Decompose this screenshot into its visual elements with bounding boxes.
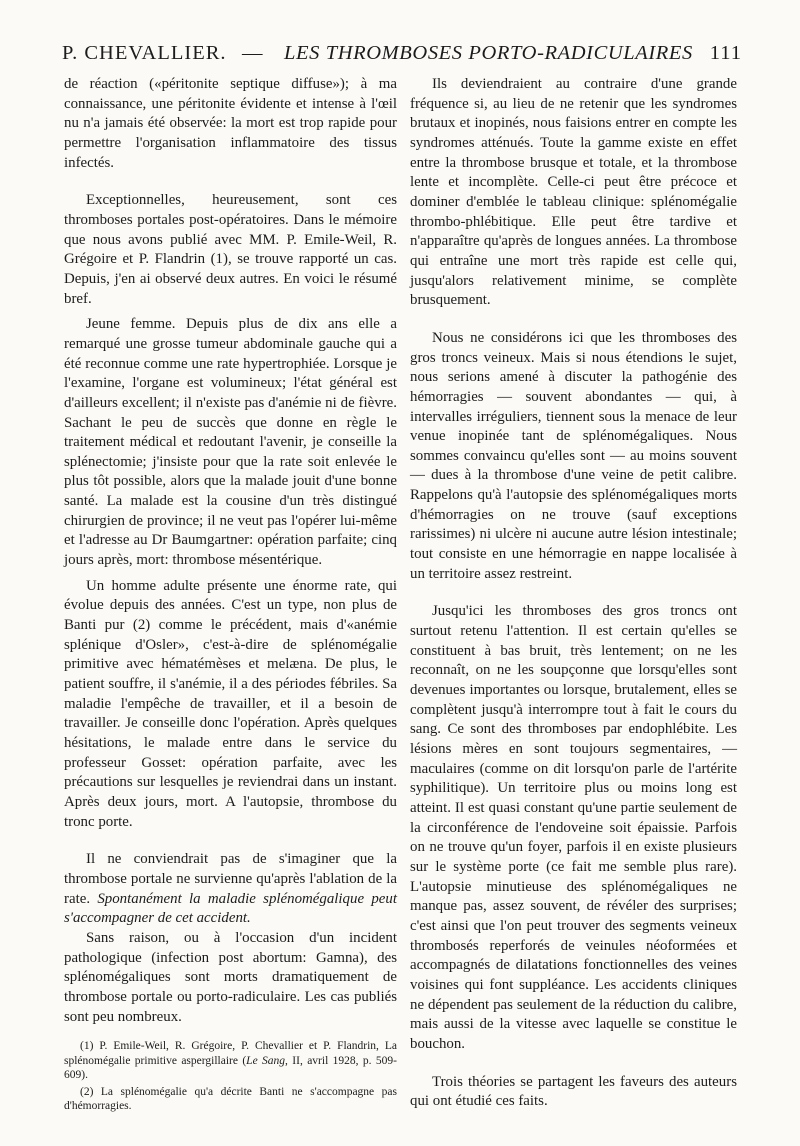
footnote-2: (2) La splénomégalie qu'a décrite Banti ne s'accompagne pas d'hémorragies. [64, 1085, 397, 1113]
header-title: LES THROMBOSES PORTO-RADICULAIRES [284, 42, 693, 64]
paragraph: Jeune femme. Depuis plus de dix ans elle a remarqué une grosse tumeur abdominale gauche qui a été reconnue comme une rate hypertrophiée. Lorsque je l'examine, l'organe est volumineux; l'état général est d'ailleurs excellent; il n'existe pas d'anémie ni de fièvre. Sachant le peu de succès que donne en règle le traitement médical et redoutant l'avenir, je conseille la splénectomie; j'insiste pour que la rate soit enlevée le plus tôt possible, alors que la malade jouit d'une bonne santé. La malade est la cousine d'un très distingué chirurgien de province; il ne veut pas l'opérer lui-même et l'adresse au Dr Baumgartner: opération parfaite; cinq jours après, mort: thrombose mésentérique. [64, 316, 397, 569]
italic-emphasis: Spontanément la maladie splénomégalique peut s'accompagner de cet accident. [64, 890, 397, 927]
header-author: P. CHEVALLIER. [62, 42, 227, 64]
header-dash: — [242, 42, 263, 64]
paragraph: Exceptionnelles, heureusement, sont ces thromboses portales post-opératoires. Dans le mémoire que nous avons publié avec MM. P. Emile-Weil, R. Grégoire et P. Flandrin (1), se trouve rapporté un cas. Depuis, j'en ai observé deux autres. En voici le résumé bref. [64, 192, 397, 307]
paragraph-text: Il ne conviendrait pas de s'imaginer que la thrombose portale ne survienne qu'après l'ablation de la rate. [64, 851, 397, 907]
paragraph: Un homme adulte présente une énorme rate, qui évolue depuis des années. C'est un type, non plus de Banti pur (2) comme le précédent, mais d'«anémie splénique d'Osler», c'est-à-dire de splénomégalie primitive avec hématémèses et melæna. De plus, le patient souffre, il s'anémie, il a des périodes fébriles. Sa maladie l'empêche de travailler, et il a besoin de travailler. Je conseille donc l'opération. Après quelques hésitations, le malade entre dans le service du professeur Gosset: opération parfaite, avec les précautions sur lesquelles je reviendrai dans un instant. Après deux jours, mort. A l'autopsie, thrombose du tronc porte. [64, 577, 397, 830]
footnotes [64, 1039, 397, 1114]
footnote-text: , II, avril 1928, p. 509-609). [64, 1054, 397, 1082]
paragraph: Jusqu'ici les thromboses des gros troncs ont surtout retenu l'attention. Il est certain qu'elles se constituent à bas bruit, très lentement; on ne les reconnaît, on ne les soupçonne que lorsqu'elles sont devenues importantes ou lorsque, brutalement, elles se complètent jusqu'à interrompre tout à fait le cours du sang. Ce sont des thromboses par endophlébite. Les lésions mères en sont toujours segmentaires, — maculaires (comme on dit lorsqu'on parle de l'artérite syphilitique). Un territoire plus ou moins long est atteint. Il est quasi constant qu'une partie seulement de la circonférence de l'endoveine soit épaissie. Parfois on ne trouve qu'un foyer, parfois il en existe plusieurs sur le système porte (ce fait me semble plus rare). L'autopsie minutieuse des splénomégaliques ne manque pas, assez souvent, de révéler des surprises; c'est ainsi que l'on peut trouver des segments veineux thrombosés reperforés de veinules néoformées et accompagnés de dilatations fonctionnelles des veines voisines qui font suppléance. Les accidents cliniques ne dépendent pas seulement de la réduction du calibre, mais aussi de la vitesse avec laquelle se constitue le bouchon. [410, 603, 737, 1052]
footnote-text: (1) P. Emile-Weil, R. Grégoire, P. Chevallier et P. Flandrin, La splénomégalie primitive aspergillaire ( [64, 1040, 397, 1067]
paragraph: Trois théories se partagent les faveurs des auteurs qui ont étudié ces faits. [410, 1073, 737, 1110]
footnote-1 [64, 1039, 397, 1083]
journal-title: Le Sang [246, 1054, 286, 1067]
left-column [64, 75, 397, 1116]
paragraph: de réaction («péritonite septique diffuse»); à ma connaissance, une péritonite évidente et intense à l'œil nu n'a jamais été observée: la mort est trop rapide pour permettre l'organisation inflammatoire des tissus infectés. [64, 76, 397, 171]
paragraph: Nous ne considérons ici que les thromboses des gros troncs veineux. Mais si nous étendions le sujet, nous serions amené à discuter la pathogénie des hémorragies — souvent abondantes — qui, à intervalles irréguliers, tiennent sous la menace de leur venue inopinée tant de splénomégaliques. Nous sommes convaincu qu'elles sont — au moins souvent — dues à la thrombose d'une veine de petit calibre. Rappelons qu'à l'autopsie des splénomégaliques morts d'hémorragies on ne trouve (sauf exceptions rarissimes) ni ulcère ni aucune autre lésion intestinale; tout consiste en une hémorragie en nappe localisée à un territoire assez restreint. [410, 329, 737, 582]
right-column [410, 75, 737, 1112]
paragraph: Sans raison, ou à l'occasion d'un incident pathologique (infection post abortum: Gamna), des splénomégaliques sont morts dramatiquement de thrombose portale ou porto-radiculaire. Les cas publiés sont peu nombreux. [64, 929, 397, 1025]
running-header [62, 42, 742, 72]
page-number: 111 [709, 42, 742, 64]
paragraph: Ils deviendraient au contraire d'une grande fréquence si, au lieu de ne retenir que les syndromes brutaux et inopinés, nous faisions entrer en compte les syndromes atténués. Toute la gamme existe en effet entre la thrombose brusque et totale, et la thrombose lente et incomplète. Celle-ci peut être précoce et dominer d'emblée le tableau clinique: splénomégalie thrombo-phlébitique. Elle peut être tardive et n'apparaître qu'après de longues années. La thrombose qui entraîne une mort très rapide est celle qui, jusqu'alors relativement minime, se complète brusquement. [410, 76, 737, 309]
paragraph [64, 850, 397, 929]
